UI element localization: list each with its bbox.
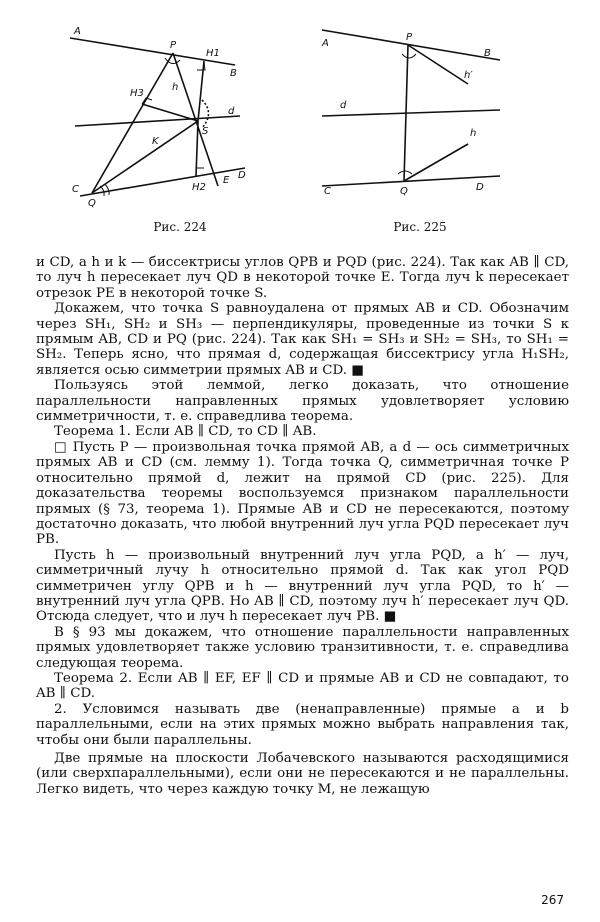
- label-c: C: [72, 184, 79, 195]
- label-d-line: d: [228, 106, 235, 117]
- label-h3: H3: [130, 88, 144, 99]
- figure-224-drawing: [70, 18, 260, 213]
- label-h1: H1: [206, 48, 220, 59]
- figure-224-caption: Рис. 224: [153, 220, 207, 234]
- line-d: [322, 110, 500, 116]
- label-b: B: [230, 68, 237, 79]
- label-d: D: [476, 182, 484, 193]
- theorem-1: Теорема 1. Если AB ∥ CD, то CD ∥ AB.: [54, 424, 317, 440]
- label-d-line: d: [340, 100, 347, 111]
- label-p: P: [406, 32, 413, 43]
- paragraph: Две прямые на плоскости Лобачевского называются расходящимися (или сверхпараллельными), если они не пересекаются и не параллельны. Легко видеть, что через каждую точку M, не лежащую: [36, 751, 569, 797]
- figure-225-caption: Рис. 225: [393, 220, 447, 234]
- label-a: A: [322, 38, 329, 49]
- paragraph: В § 93 мы докажем, что отношение параллельности направленных прямых удовлетворяет также условию транзитивности, т. е. справедлива следующая теорема.: [36, 624, 569, 671]
- ray-h: [404, 144, 468, 181]
- figure-225-drawing: [320, 18, 515, 198]
- label-h: h: [172, 82, 179, 93]
- segment-pq: [92, 53, 173, 193]
- label-s: S: [202, 126, 209, 137]
- paragraph: Докажем, что точка S равноудалена от прямых AB и CD. Обозначим через SH₁, SH₂ и SH₃ — перпендикуляры, проведенные из точки S к прямым AB, CD и PQ (рис. 224). Так как SH₁ = SH₃ и SH₂ = SH₃, то SH₁ = SH₂. Теперь ясно, что прямая d, содержащая биссектрису угла H₁SH₂, является осью симметрии прямых AB и CD. ■: [36, 301, 569, 378]
- paragraph: □ Пусть P — произвольная точка прямой AB, а d — ось симметричных прямых AB и CD (см. лемму 1). Тогда точка Q, симметричная точке P относительно прямой d, лежит на прямой CD (рис. 225). Для доказательства теоремы воспользуемся признаком параллельности прямых (§ 73, теорема 1). Прямые AB и CD не пересекаются, поэтому достаточно доказать, что любой внутренний луч угла PQD пересекает луч PB.: [36, 439, 569, 548]
- label-h2: H2: [192, 182, 206, 193]
- label-c: C: [324, 186, 331, 197]
- paragraph: Пользуясь этой леммой, легко доказать, что отношение параллельности направленных прямых удовлетворяет условию симметричности, т. е. справедлива теорема.: [36, 378, 569, 425]
- label-p: P: [170, 40, 177, 51]
- paragraph: Пусть h — произвольный внутренний луч угла PQD, а h′ — луч, симметричный лучу h относительно прямой d. Так как угол PQD симметричен углу QPB и h — внутренний луч угла PQD, то h′ — внутренний луч угла QPB. Но AB ∥ CD, поэтому луч h′ пересекает луч QD. Отсюда следует, что и луч h пересекает луч PB. ■: [36, 547, 569, 625]
- angle-arc-s: [202, 100, 209, 128]
- label-e: E: [223, 175, 230, 186]
- label-a: A: [74, 26, 81, 37]
- label-d: D: [238, 170, 246, 181]
- label-k: K: [152, 136, 159, 147]
- page-number: 267: [541, 893, 564, 907]
- figure-225: [320, 18, 515, 198]
- perp-sh3: [142, 104, 198, 121]
- ray-h-prime: [408, 45, 468, 84]
- paragraph: и CD, а h и k — биссектрисы углов QPB и PQD (рис. 224). Так как AB ∥ CD, то луч h пересекает луч QD в некоторой точке E. Тогда луч k пересекает отрезок PE в некоторой точке S.: [36, 255, 569, 301]
- label-h: h: [470, 128, 477, 139]
- theorem-2: Теорема 2. Если AB ∥ EF, EF ∥ CD и прямые AB и CD не совпадают, то AB ∥ CD.: [36, 670, 569, 702]
- label-q: Q: [88, 198, 96, 209]
- figure-224: [70, 18, 260, 213]
- label-h-prime: h′: [464, 70, 473, 81]
- ray-k: [92, 121, 198, 193]
- label-b: B: [484, 48, 491, 59]
- label-q: Q: [400, 186, 408, 197]
- line-d: [75, 116, 240, 126]
- body-text: [36, 255, 569, 797]
- paragraph: 2. Условимся называть две (ненаправленные) прямые a и b параллельными, если на этих прямых можно выбрать направления так, чтобы они были параллельны.: [36, 701, 569, 748]
